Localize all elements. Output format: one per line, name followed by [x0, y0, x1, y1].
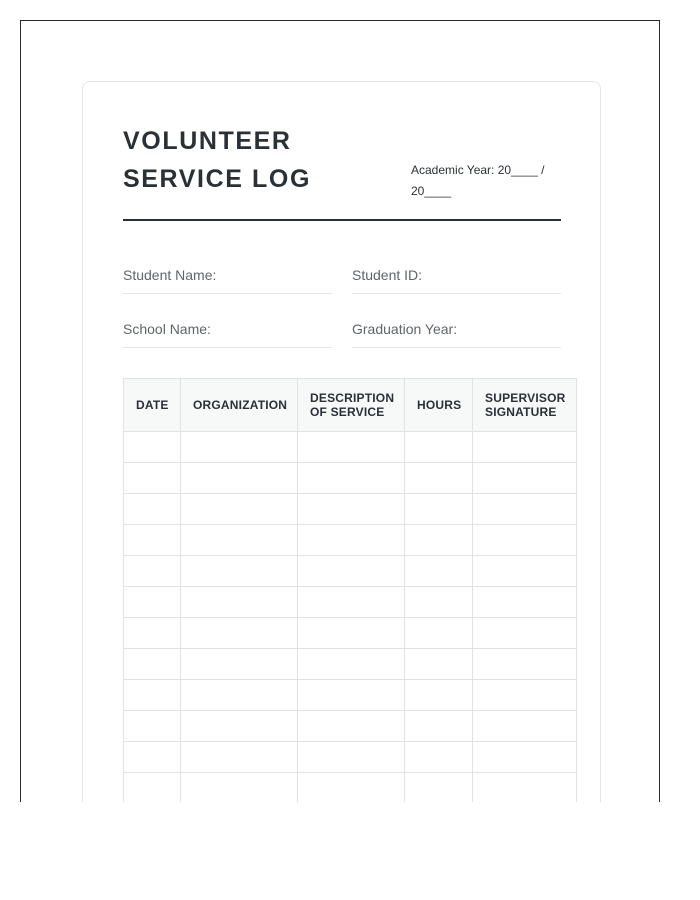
- page-frame: [20, 20, 660, 802]
- table-row: [124, 556, 577, 587]
- student-name-field[interactable]: [123, 260, 332, 294]
- hours-cell[interactable]: [405, 773, 473, 803]
- school-name-field[interactable]: [123, 314, 332, 348]
- organization-cell[interactable]: [181, 773, 298, 803]
- signature-cell[interactable]: [473, 618, 577, 649]
- description-cell[interactable]: [298, 649, 405, 680]
- table-body: [124, 432, 577, 803]
- hours-cell[interactable]: [405, 680, 473, 711]
- description-cell[interactable]: [298, 618, 405, 649]
- academic-year: Academic Year: 20____ / 20____: [411, 163, 545, 198]
- table-row: [124, 711, 577, 742]
- table-row: [124, 494, 577, 525]
- date-cell[interactable]: [124, 711, 181, 742]
- header-description: DESCRIPTION OF SERVICE: [298, 379, 405, 432]
- hours-cell[interactable]: [405, 711, 473, 742]
- description-cell[interactable]: [298, 680, 405, 711]
- signature-cell[interactable]: [473, 525, 577, 556]
- hours-cell[interactable]: [405, 649, 473, 680]
- date-cell[interactable]: [124, 773, 181, 803]
- description-cell[interactable]: [298, 773, 405, 803]
- hours-cell[interactable]: [405, 525, 473, 556]
- student-id-label: Student ID:: [352, 267, 423, 283]
- service-log-table: [123, 378, 577, 802]
- hours-cell[interactable]: [405, 618, 473, 649]
- student-name-label: Student Name:: [123, 267, 217, 283]
- student-id-field[interactable]: [352, 260, 561, 294]
- date-cell[interactable]: [124, 556, 181, 587]
- signature-cell[interactable]: [473, 432, 577, 463]
- table-row: [124, 432, 577, 463]
- organization-cell[interactable]: [181, 711, 298, 742]
- table-row: [124, 649, 577, 680]
- graduation-year-label: Graduation Year:: [352, 321, 458, 337]
- table-row: [124, 463, 577, 494]
- organization-cell[interactable]: [181, 587, 298, 618]
- description-cell[interactable]: [298, 742, 405, 773]
- table-row: [124, 680, 577, 711]
- signature-cell[interactable]: [473, 680, 577, 711]
- signature-cell[interactable]: [473, 587, 577, 618]
- table-header-row: [124, 379, 577, 432]
- hours-cell[interactable]: [405, 494, 473, 525]
- description-cell[interactable]: [298, 494, 405, 525]
- graduation-year-field[interactable]: [352, 314, 561, 348]
- header-date: DATE: [124, 379, 181, 432]
- date-cell[interactable]: [124, 618, 181, 649]
- signature-cell[interactable]: [473, 494, 577, 525]
- header-hours: HOURS: [405, 379, 473, 432]
- signature-cell[interactable]: [473, 556, 577, 587]
- table-row: [124, 618, 577, 649]
- signature-cell[interactable]: [473, 649, 577, 680]
- organization-cell[interactable]: [181, 494, 298, 525]
- signature-cell[interactable]: [473, 463, 577, 494]
- description-cell[interactable]: [298, 432, 405, 463]
- description-cell[interactable]: [298, 556, 405, 587]
- table-row: [124, 587, 577, 618]
- date-cell[interactable]: [124, 432, 181, 463]
- description-cell[interactable]: [298, 525, 405, 556]
- description-cell[interactable]: [298, 463, 405, 494]
- date-cell[interactable]: [124, 463, 181, 494]
- date-cell[interactable]: [124, 742, 181, 773]
- hours-cell[interactable]: [405, 463, 473, 494]
- organization-cell[interactable]: [181, 463, 298, 494]
- school-name-label: School Name:: [123, 321, 211, 337]
- date-cell[interactable]: [124, 587, 181, 618]
- title-divider: [123, 219, 561, 221]
- hours-cell[interactable]: [405, 556, 473, 587]
- header-supervisor-signature: SUPERVISOR SIGNATURE: [473, 379, 577, 432]
- hours-cell[interactable]: [405, 432, 473, 463]
- description-cell[interactable]: [298, 587, 405, 618]
- organization-cell[interactable]: [181, 742, 298, 773]
- page-title: VOLUNTEER SERVICE LOG: [123, 127, 312, 193]
- organization-cell[interactable]: [181, 618, 298, 649]
- organization-cell[interactable]: [181, 680, 298, 711]
- service-log-card: [82, 81, 601, 802]
- signature-cell[interactable]: [473, 773, 577, 803]
- date-cell[interactable]: [124, 494, 181, 525]
- date-cell[interactable]: [124, 680, 181, 711]
- signature-cell[interactable]: [473, 711, 577, 742]
- description-cell[interactable]: [298, 711, 405, 742]
- date-cell[interactable]: [124, 649, 181, 680]
- organization-cell[interactable]: [181, 432, 298, 463]
- organization-cell[interactable]: [181, 556, 298, 587]
- hours-cell[interactable]: [405, 742, 473, 773]
- date-cell[interactable]: [124, 525, 181, 556]
- organization-cell[interactable]: [181, 525, 298, 556]
- table-row: [124, 773, 577, 803]
- header-organization: ORGANIZATION: [181, 379, 298, 432]
- organization-cell[interactable]: [181, 649, 298, 680]
- table-row: [124, 742, 577, 773]
- signature-cell[interactable]: [473, 742, 577, 773]
- table-row: [124, 525, 577, 556]
- hours-cell[interactable]: [405, 587, 473, 618]
